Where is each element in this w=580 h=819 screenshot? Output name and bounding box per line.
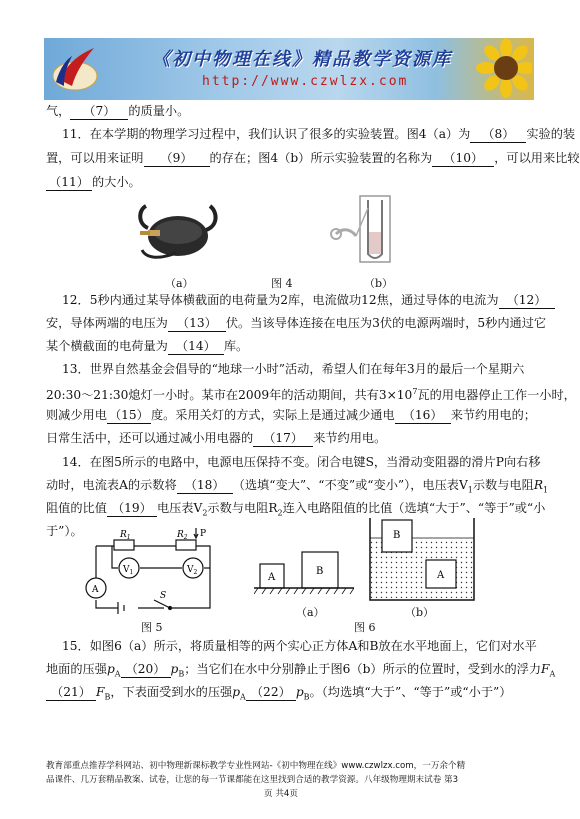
text: 实验的装 (526, 127, 576, 141)
blank-22: （22） (246, 684, 296, 701)
fig6a-block-b: B (316, 566, 324, 577)
footer-line-2: 品课件、几万套精品教案、试卷，让您的每一节课都能在这里找到合适的教学资源。八年级物理期末试卷 第3 (46, 775, 459, 785)
text: 动时，电流表A的示数将 (46, 478, 177, 492)
text: 电压表V (156, 501, 203, 515)
fig6-b-caption: （b） (405, 606, 435, 619)
label-v2: $V_2$ (187, 565, 198, 576)
site-logo-icon (50, 42, 100, 96)
symbol: F (541, 662, 550, 676)
figure-5-circuit (78, 526, 218, 620)
subscript: 2 (277, 508, 283, 518)
q13-line3 (46, 405, 546, 425)
blank-15: （15） (107, 407, 151, 424)
text: 某个横截面的电荷量为 (46, 339, 168, 353)
text: 置，可以用来证明 (46, 151, 144, 165)
text: 伏。当该导体连接在电压为3伏的电源两端时，5秒内通过它 (225, 316, 547, 330)
subscript: B (104, 692, 111, 702)
header-banner (44, 38, 534, 100)
text: 13．世界自然基金会倡导的“地球一小时”活动，希望人们在每年3月的最后一个星期六 (62, 362, 525, 376)
text: 日常生活中，还可以通过减小用电器的 (46, 431, 254, 445)
q11-line3 (46, 172, 546, 192)
text: ；当它们在水中分别静止于图6（b）所示的位置时，受到水的浮力 (184, 662, 542, 676)
blank-9: （9） (144, 150, 210, 167)
fig4-b-caption: （b） (364, 277, 394, 290)
blank-13: （13） (168, 315, 226, 332)
text: 连入电路阻值的比值（选填“大于”、“等于”或“小 (282, 501, 546, 515)
q11-line2 (46, 148, 580, 168)
text: 14．在图5所示的电路中，电源电压保持不变。闭合电键S，当滑动变阻器的滑片P向右移 (62, 455, 541, 469)
figure-6-b-water-tank (360, 516, 484, 608)
subscript: B (178, 669, 185, 679)
blank-18: （18） (177, 477, 233, 494)
symbol: F (96, 685, 105, 699)
footer-line-3: 页 共4页 (264, 789, 298, 799)
subscript: A (114, 669, 121, 679)
fig4-a-caption: （a） (165, 277, 194, 290)
subscript: 1 (543, 485, 549, 495)
figure-4-b-u-tube (326, 194, 396, 270)
text: 度。采用关灯的方式，实际上是通过减少通电 (150, 408, 395, 422)
text: 11．在本学期的物理学习过程中，我们认识了很多的实验装置。图4（a）为 (62, 127, 471, 141)
text: 来节约用电的； (450, 408, 536, 422)
fig6b-block-a: A (437, 570, 445, 581)
blank-19: （19） (107, 500, 157, 517)
symbol: p (295, 685, 304, 699)
page-footer (46, 759, 546, 801)
label-r1: $R_1$ (120, 530, 131, 541)
text: ，下表面受到水的压强 (110, 685, 233, 699)
banner-title: 《初中物理在线》精品教学资源库 (152, 49, 452, 70)
banner-url[interactable]: http://www.czwlzx.com (202, 74, 409, 89)
blank-8: （8） (470, 126, 526, 143)
blank-11: （11） (46, 174, 92, 191)
blank-17: （17） (253, 430, 313, 447)
symbol: p (170, 662, 179, 676)
exponent: 7 (412, 387, 418, 396)
subscript: 1 (467, 485, 473, 495)
q12-line1 (62, 290, 546, 310)
q12-line2 (46, 313, 546, 333)
label-r2: $R_2$ (177, 530, 188, 541)
text: 15．如图6（a）所示，将质量相等的两个实心正方体A和B放在水平地面上，它们对水平 (62, 639, 537, 653)
label-v1: $V_1$ (123, 565, 134, 576)
text: 的大小。 (92, 175, 141, 189)
text: 气， (46, 104, 71, 118)
fig6-a-caption: （a） (296, 606, 325, 619)
text: 的存在；图4（b）所示实验装置的名称为 (209, 151, 433, 165)
text: 则减少用电 (46, 408, 107, 422)
q15-line2 (46, 659, 556, 684)
q15-line1 (62, 636, 546, 656)
q14-line1 (62, 452, 546, 472)
text: ，可以用来比较 (494, 151, 580, 165)
blank-21: （21） (46, 684, 96, 701)
label-p: P (200, 529, 207, 539)
fig6a-block-a: A (268, 572, 276, 583)
text: 瓦的用电器停止工作一小时， (417, 388, 576, 403)
fig4-caption: 图 4 (271, 277, 293, 290)
q15-line3 (46, 682, 546, 707)
text: 安，导体两端的电压为 (46, 316, 168, 330)
subscript: 2 (202, 508, 208, 518)
text: 12．5秒内通过某导体横截面的电荷量为2库，电流做功12焦，通过导体的电流为 (62, 293, 499, 307)
figure-4-a-hemispheres (128, 198, 228, 268)
q13-line4 (46, 428, 546, 448)
symbol: R (533, 478, 543, 492)
fig6b-block-b: B (393, 530, 401, 541)
label-switch: S (160, 591, 167, 601)
line-q10-end (46, 101, 546, 121)
text: 的质量小。 (128, 104, 190, 118)
text: 20:30～21:30熄灯一小时。某市在2009年的活动期间，共有3×10 (46, 388, 413, 403)
text: 库。 (223, 339, 249, 353)
blank-20: （20） (121, 661, 171, 678)
blank-16: （16） (395, 407, 451, 424)
blank-10: （10） (432, 150, 494, 167)
subscript: A (549, 669, 556, 679)
blank-7: （7） (70, 103, 128, 120)
text: 地面的压强 (46, 662, 107, 676)
text: 。（均选填“大于”、“等于”或“小于”） (309, 685, 512, 699)
sunflower-icon (474, 38, 532, 100)
text: 示数与电阻 (472, 478, 534, 492)
q13-line2 (46, 382, 576, 405)
subscript: B (303, 692, 310, 702)
symbol: p (232, 685, 241, 699)
q13-line1 (62, 359, 546, 379)
label-ammeter: A (92, 585, 99, 595)
blank-12: （12） (499, 292, 555, 309)
subscript: A (240, 692, 246, 702)
q12-line3 (46, 336, 546, 356)
fig6-caption: 图 6 (354, 621, 376, 634)
figure-6-a-blocks (254, 540, 354, 604)
text: 于”）。 (46, 524, 83, 538)
fig5-caption: 图 5 (141, 621, 163, 634)
q14-line2 (46, 475, 549, 500)
text: 示数与电阻R (207, 501, 278, 515)
symbol: p (106, 662, 115, 676)
footer-line-1: 教育部重点推荐学科网站、初中物理新课标教学专业性网站-《初中物理在线》www.czwlzx.com，一万余个精 (46, 761, 466, 771)
blank-14: （14） (168, 338, 224, 355)
text: 来节约用电。 (313, 431, 387, 445)
text: 阻值的比值 (46, 501, 107, 515)
q11-line1 (62, 124, 576, 144)
text: （选填“变大”、“不变”或“变小”），电压表V (232, 478, 468, 492)
